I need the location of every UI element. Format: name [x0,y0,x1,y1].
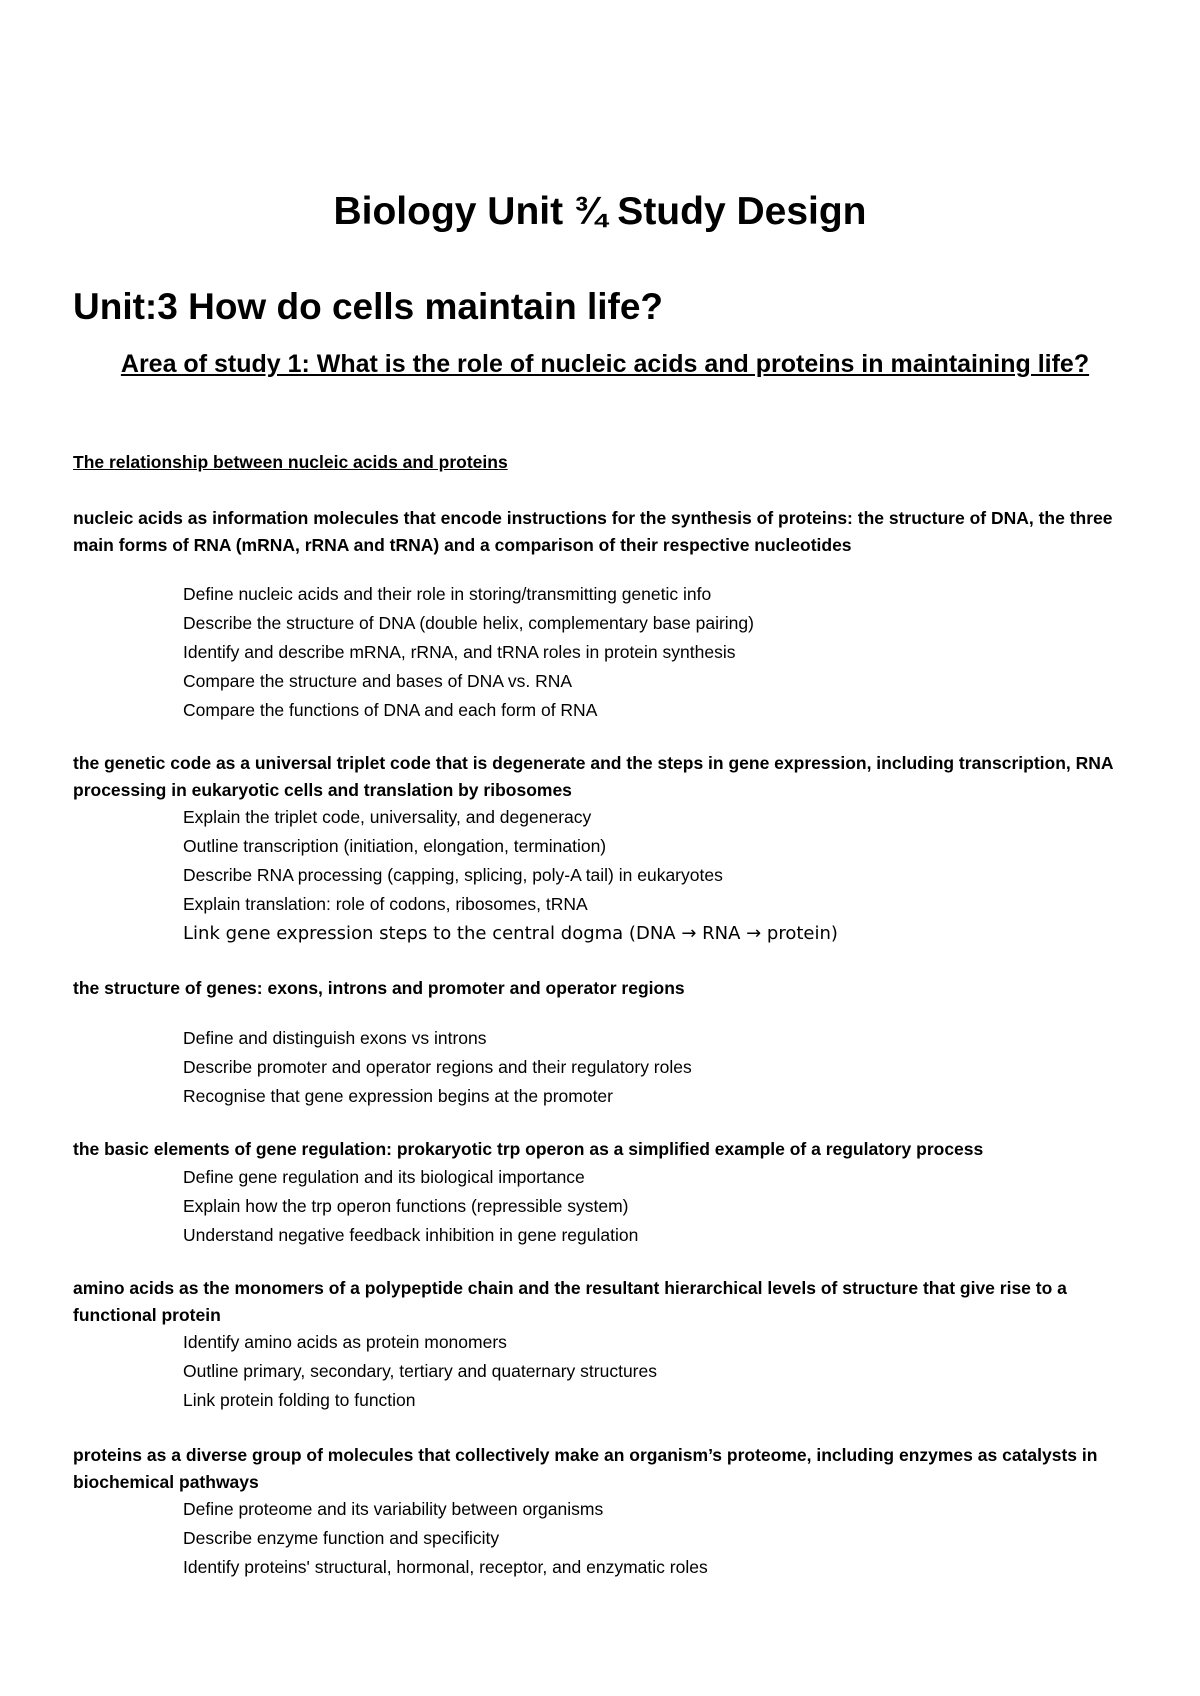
objective-item: Define gene regulation and its biological importance [183,1166,585,1187]
objective-item: Recognise that gene expression begins at the promoter [183,1085,613,1106]
objective-list [73,1495,1153,1582]
objective-item: Describe RNA processing (capping, splicing, poly-A tail) in eukaryotes [183,865,723,885]
section-heading: the basic elements of gene regulation: prokaryotic trp operon as a simplified example of a regulatory process [73,1139,984,1159]
objective-item: Define proteome and its variability between organisms [183,1499,604,1519]
objective-list [73,580,1153,725]
objective-item: Describe promoter and operator regions and their regulatory roles [183,1056,692,1077]
section-gene-regulation [73,1136,1153,1250]
objective-item: Identify amino acids as protein monomers [183,1332,507,1352]
objective-item: Compare the functions of DNA and each form of RNA [183,700,598,720]
objective-item: Compare the structure and bases of DNA vs. RNA [183,671,573,691]
objective-item: Define nucleic acids and their role in storing/transmitting genetic info [183,584,712,604]
section-heading: the structure of genes: exons, introns and promoter and operator regions [73,978,685,998]
objective-list [73,803,1153,948]
objective-list [73,1163,1153,1250]
section-nucleic-acids [73,505,1153,725]
objective-item: Link protein folding to function [183,1390,416,1410]
section-genetic-code [73,750,1153,948]
objective-item: Explain the triplet code, universality, and degeneracy [183,807,592,827]
document-title: Biology Unit ¾ Study Design [333,190,867,233]
objective-item: Explain how the trp operon functions (repressible system) [183,1195,629,1216]
objective-item: Identify and describe mRNA, rRNA, and tRNA roles in protein synthesis [183,642,736,662]
section-heading: nucleic acids as information molecules that encode instructions for the synthesis of proteins: the structure of DNA, the three main forms of RNA (mRNA, rRNA and tRNA) and a comparison of their respective nucleotides [73,508,1113,555]
objective-item: Link gene expression steps to the central dogma (DNA → RNA → protein) [183,923,838,944]
section-heading: proteins as a diverse group of molecules that collectively make an organism’s proteome, including enzymes as catalysts in biochemical pathways [73,1445,1098,1492]
unit-title: Unit:3 How do cells maintain life? [73,286,664,327]
objective-item: Define and distinguish exons vs introns [183,1027,487,1048]
objective-item: Explain translation: role of codons, ribosomes, tRNA [183,894,588,914]
objective-item: Identify proteins' structural, hormonal, receptor, and enzymatic roles [183,1557,708,1577]
section-gene-structure [73,975,1153,1111]
objective-list [73,1328,1153,1415]
objective-item: Outline primary, secondary, tertiary and quaternary structures [183,1361,657,1381]
objective-list [73,1024,1153,1111]
area-of-study-heading: Area of study 1: What is the role of nucleic acids and proteins in maintaining life? [120,350,1090,378]
section-heading: the genetic code as a universal triplet code that is degenerate and the steps in gene expression, including transcription, RNA processing in eukaryotic cells and translation by ribosomes [73,753,1113,800]
section-amino-acids [73,1275,1153,1415]
objective-item: Understand negative feedback inhibition in gene regulation [183,1224,639,1245]
section-heading: amino acids as the monomers of a polypeptide chain and the resultant hierarchical levels of structure that give rise to a functional protein [73,1278,1067,1325]
section-title: The relationship between nucleic acids and proteins [73,452,508,472]
objective-item: Describe the structure of DNA (double helix, complementary base pairing) [183,613,754,633]
objective-item: Outline transcription (initiation, elongation, termination) [183,836,607,856]
objective-item: Describe enzyme function and specificity [183,1528,500,1548]
section-proteome [73,1442,1153,1582]
